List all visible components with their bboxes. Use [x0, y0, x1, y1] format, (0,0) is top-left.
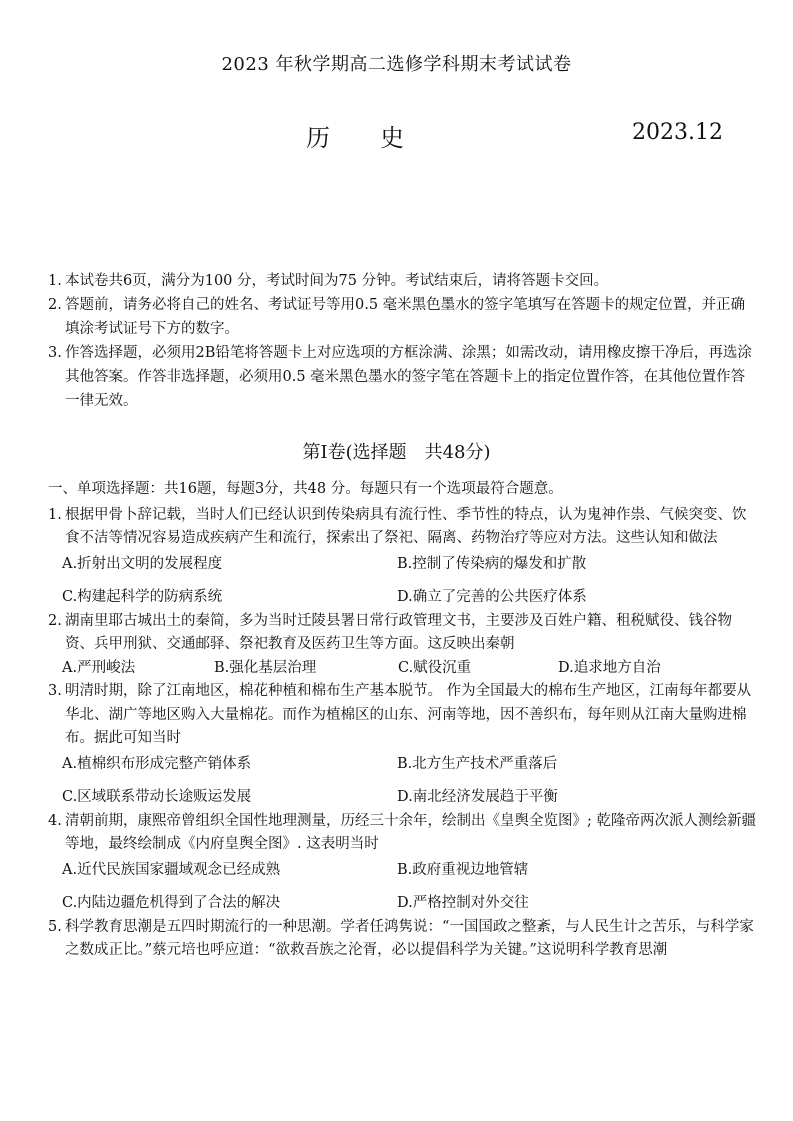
option-b[interactable]: B.政府重视边地管辖 [397, 861, 529, 878]
question-number: 5. [48, 918, 62, 935]
instruction-text: 答题前，请务必将自己的姓名、考试证号等用0.5 毫米黑色墨水的签字笔填写在答题卡的规定位置，并正确填涂考试证号下方的数字。 [65, 297, 746, 337]
instruction-item [48, 293, 758, 341]
question-list [48, 478, 760, 963]
question-stem [48, 610, 760, 657]
question-stem [48, 810, 760, 857]
option-a[interactable]: A.植棉织布形成完整产销体系 [62, 755, 252, 772]
question-stem [48, 680, 760, 751]
option-b[interactable]: B.北方生产技术严重落后 [397, 755, 558, 772]
option-d[interactable]: D.南北经济发展趋于平衡 [397, 789, 558, 805]
option-a[interactable]: A.严刑峻法 [62, 659, 136, 676]
question-4 [48, 810, 760, 916]
question-text: 湖南里耶古城出土的秦简，多为当时迁陵县署日常行政管理文书，主要涉及百姓户籍、租税赋役、钱谷物资、兵甲刑狱、交通邮驿、祭祀教育及医药卫生等方面。这反映出秦朝 [65, 612, 732, 652]
option-d[interactable]: D.确立了完善的公共医疗体系 [397, 589, 587, 605]
instruction-item [48, 269, 758, 293]
question-5 [48, 916, 760, 963]
option-b[interactable]: B.强化基层治理 [214, 659, 317, 676]
question-2 [48, 610, 760, 681]
subject-line [0, 118, 793, 154]
option-a[interactable]: A.近代民族国家疆域观念已经成熟 [62, 861, 281, 878]
exam-title: 2023 年秋学期高二选修学科期末考试试卷 [221, 54, 572, 75]
instruction-text: 作答选择题，必须用2B铅笔将答题卡上对应选项的方框涂满、涂黑；如需改动，请用橡皮擦干净后，再选涂其他答案。作答非选择题，必须用0.5 毫米黑色墨水的签字笔在答题卡上的指定位置作答，在其他位置作答一律无效。 [65, 345, 752, 409]
instructions [48, 269, 758, 413]
question-text: 明清时期，除了江南地区，棉花种植和棉布生产基本脱节。 作为全国最大的棉布生产地区，江南每年都要从华北、湖广等地区购入大量棉花。而作为植棉区的山东、河南等地，因不善织布，每年则从江南大量购进棉布。据此可知当时 [65, 683, 752, 746]
question-number: 1. [48, 506, 62, 523]
question-stem [48, 504, 760, 551]
subject-name: 历史 [306, 124, 454, 152]
question-text: 根据甲骨卜辞记载，当时人们已经认识到传染病具有流行性、季节性的特点，认为鬼神作祟、气候突变、饮食不洁等情况容易造成疾病产生和流行，探索出了祭祀、隔离、药物治疗等应对方法。这些认知和做法 [65, 506, 747, 546]
option-d[interactable]: D.追求地方自治 [558, 659, 661, 676]
question-stem [48, 916, 760, 963]
option-group [48, 859, 760, 916]
option-group [48, 657, 760, 681]
instruction-item [48, 341, 758, 413]
instruction-number: 1. [48, 273, 62, 289]
question-text: 清朝前期，康熙帝曾组织全国性地理测量，历经三十余年，绘制出《皇舆全览图》; 乾隆帝两次派人测绘新疆等地，最终绘制成《内府皇舆全图》. 这表明当时 [65, 812, 756, 852]
option-c[interactable]: C.构建起科学的防病系统 [62, 589, 223, 605]
part-heading: 一、单项选择题：共16题，每题3分，共48 分。每题只有一个选项最符合题意。 [48, 481, 563, 497]
option-group [48, 553, 760, 610]
question-number: 3. [48, 683, 62, 699]
option-c[interactable]: C.内陆边疆危机得到了合法的解决 [62, 895, 281, 911]
option-c[interactable]: C.赋役沉重 [398, 659, 472, 676]
section-title: 第Ⅰ卷(选择题 共48分) [302, 442, 491, 463]
exam-date: 2023.12 [632, 120, 723, 145]
option-c[interactable]: C.区域联系带动长途贩运发展 [62, 789, 252, 805]
question-1 [48, 504, 760, 610]
question-number: 2. [48, 612, 62, 629]
option-d[interactable]: D.严格控制对外交往 [397, 895, 529, 911]
instruction-number: 2. [48, 297, 62, 313]
option-group [48, 753, 760, 810]
question-text: 科学教育思潮是五四时期流行的一种思潮。学者任鸿隽说：“一国国政之整紊，与人民生计之苦乐，与科学家之数成正比。”蔡元培也呼应道：“欲救吾族之沦胥，必以提倡科学为关键。”这说明科学教育思潮 [65, 918, 754, 958]
instruction-text: 本试卷共6页，满分为100 分，考试时间为75 分钟。考试结束后，请将答题卡交回。 [65, 273, 609, 289]
option-b[interactable]: B.控制了传染病的爆发和扩散 [397, 555, 587, 572]
option-a[interactable]: A.折射出文明的发展程度 [62, 555, 223, 572]
instruction-number: 3. [48, 345, 62, 361]
question-number: 4. [48, 812, 62, 829]
question-3 [48, 680, 760, 810]
